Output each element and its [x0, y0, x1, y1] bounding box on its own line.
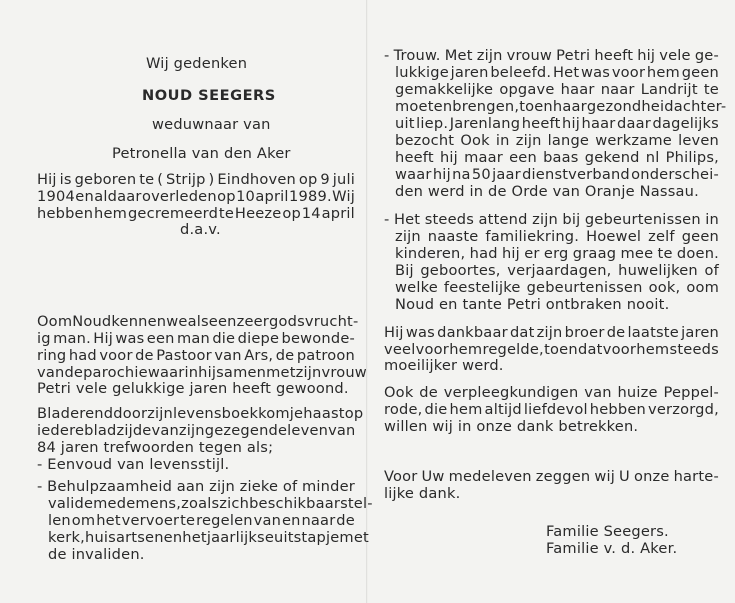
word: gecremeerd: [127, 205, 219, 222]
spouse-name: Petronella van den Aker: [112, 145, 291, 162]
word: april: [255, 188, 289, 205]
word: laatste: [627, 324, 679, 341]
word: hij: [198, 364, 217, 381]
word: Met: [444, 47, 473, 64]
word: dat: [509, 324, 535, 341]
word: man.: [53, 330, 91, 347]
word: van: [37, 364, 65, 381]
word: bladzijde: [84, 422, 152, 439]
word: hem: [449, 341, 483, 358]
para2-line: [37, 422, 355, 439]
word: hij: [562, 115, 581, 132]
word: 1904: [37, 188, 75, 205]
word: oom: [686, 279, 719, 296]
word: en: [163, 529, 183, 546]
word: mee: [620, 245, 654, 262]
word: waar: [395, 166, 432, 183]
word: zijn: [178, 422, 205, 439]
word: gezegende: [204, 422, 288, 439]
para3-line: [384, 341, 719, 358]
word: en: [281, 512, 301, 529]
word: Trouw.: [393, 47, 441, 64]
word: Het: [393, 211, 421, 228]
word: levensboek: [172, 405, 259, 422]
list-item-family: [384, 211, 719, 228]
signature-seegers: Familie Seegers.: [546, 523, 669, 540]
word: jaar: [492, 166, 521, 183]
word: broer: [564, 324, 605, 341]
word: van: [214, 347, 242, 364]
center-fold: [366, 0, 368, 603]
word: de: [419, 384, 438, 401]
word: parochie: [83, 364, 148, 381]
list-item-loyalty: den werd in de Orde van Oranje Nassau.: [395, 183, 699, 200]
word: zeer: [236, 313, 270, 330]
word: Landrijt: [640, 81, 698, 98]
word: zelf: [648, 228, 675, 245]
word: beschikbaar: [249, 495, 341, 512]
word: baas: [543, 149, 579, 166]
word: haar: [581, 115, 616, 132]
word: geen: [681, 64, 719, 81]
para3-line: [384, 324, 719, 341]
word: op: [217, 188, 236, 205]
word: vrouw: [321, 364, 367, 381]
word: de: [135, 347, 154, 364]
word: Heeze: [234, 205, 282, 222]
word: naaste: [427, 228, 479, 245]
word: Het: [552, 64, 580, 81]
word: toen: [544, 341, 578, 358]
word: moeten: [395, 98, 453, 115]
word: gebeurtenissen: [526, 279, 643, 296]
word: jaren: [681, 324, 719, 341]
word: toen: [519, 98, 553, 115]
word: rode,: [384, 401, 423, 418]
word: patroon: [296, 347, 355, 364]
list-item-helpfulness: [48, 529, 369, 546]
word: veel: [384, 341, 416, 358]
list-item-family: [395, 228, 719, 245]
word: de: [275, 347, 295, 364]
word: Oom: [37, 313, 73, 330]
word: regelen: [196, 512, 253, 529]
word: april: [321, 205, 355, 222]
word: was: [115, 330, 145, 347]
word: te: [703, 81, 719, 98]
word: onze: [633, 468, 670, 485]
word: huize: [617, 384, 658, 401]
word: je: [289, 405, 304, 422]
word: de: [336, 512, 355, 529]
word: Ook: [384, 384, 414, 401]
word: len: [48, 512, 71, 529]
word: vrouw: [506, 47, 553, 64]
word: bij: [562, 211, 581, 228]
word: in: [705, 211, 719, 228]
word: voor: [415, 341, 449, 358]
word: Philips,: [665, 149, 719, 166]
word: en: [75, 188, 94, 205]
word: 50: [471, 166, 491, 183]
word: op: [282, 205, 301, 222]
word: dienstverband: [522, 166, 630, 183]
word: die: [424, 401, 448, 418]
word: hij: [501, 245, 520, 262]
word: aldaar: [94, 188, 142, 205]
word: zijn: [147, 405, 173, 422]
word: juli: [332, 171, 355, 188]
word: Hij: [37, 171, 57, 188]
word: waarin: [147, 364, 199, 381]
word: man: [176, 330, 210, 347]
word: wij: [594, 468, 616, 485]
list-item-loyalty: [395, 166, 719, 183]
list-item-family: [395, 245, 719, 262]
word: gebeurtenissen: [584, 211, 701, 228]
word: voor: [611, 64, 646, 81]
word: kinderen,: [395, 245, 466, 262]
word: opgave: [499, 81, 555, 98]
word: nl: [645, 149, 660, 166]
word: medemens,: [93, 495, 182, 512]
word: minder: [301, 478, 355, 495]
word: Hij: [93, 330, 113, 347]
word: heeft: [594, 47, 634, 64]
word: zijn: [209, 478, 235, 495]
word: achter-: [673, 98, 727, 115]
para2-line: 84 jaren trefwoorden tegen als;: [37, 439, 274, 456]
word: harte-: [673, 468, 719, 485]
para1-line: [37, 330, 355, 347]
word: Hij: [384, 324, 404, 341]
word: Strijp: [166, 171, 206, 188]
word: te: [657, 245, 673, 262]
birth-line: d.a.v.: [180, 221, 221, 238]
word: daar: [617, 115, 651, 132]
word: brengen,: [452, 98, 520, 115]
word: had: [469, 245, 498, 262]
word: ig: [37, 330, 51, 347]
word: het: [182, 529, 207, 546]
thanks-line: lijke dank.: [384, 485, 461, 502]
list-item-loyalty: [395, 81, 719, 98]
list-item-helpfulness: de invaliden.: [48, 546, 145, 563]
word: had: [68, 347, 97, 364]
word: liefdevol: [523, 401, 588, 418]
word: of: [282, 478, 298, 495]
word: familiekring.: [485, 228, 580, 245]
word: leven: [678, 132, 719, 149]
word: Hoewel: [586, 228, 642, 245]
list-item-simplicity: - Eenvoud van levensstijl.: [37, 456, 230, 473]
word: vervoer: [121, 512, 180, 529]
word: geboren: [74, 171, 137, 188]
word: zieke: [239, 478, 279, 495]
word: Jarenlang: [449, 115, 521, 132]
word: als: [187, 313, 209, 330]
word: met: [266, 364, 296, 381]
word: hij: [432, 166, 451, 183]
word: huwelijken: [618, 262, 698, 279]
word: Peppel-: [663, 384, 719, 401]
word: ring: [37, 347, 67, 364]
word: Behulpzaamheid: [47, 478, 173, 495]
word: dagelijks: [652, 115, 719, 132]
word: kerk,: [48, 529, 85, 546]
word: uitstapje: [274, 529, 340, 546]
word: medeleven: [448, 468, 532, 485]
word: of: [704, 262, 719, 279]
word: leven: [287, 422, 329, 439]
word: zijn: [476, 47, 503, 64]
para3-line: moeilijker werd.: [384, 357, 504, 374]
word: geen: [681, 228, 719, 245]
word: zich: [219, 495, 250, 512]
word: van: [151, 422, 179, 439]
para1-line: [37, 313, 359, 330]
word: het: [96, 512, 121, 529]
word: Wij: [332, 188, 355, 205]
word: te: [139, 171, 155, 188]
word: bewonde-: [281, 330, 355, 347]
word: naar: [600, 81, 635, 98]
word: welke: [395, 279, 438, 296]
word: ): [208, 171, 215, 188]
word: zijn: [395, 228, 421, 245]
word: lukkige: [395, 64, 449, 81]
word: zoals: [181, 495, 220, 512]
word: Ook: [460, 132, 490, 149]
word: Petri: [556, 47, 591, 64]
word: iedere: [37, 422, 85, 439]
word: na: [452, 166, 471, 183]
word: 9: [320, 171, 330, 188]
word: lange: [547, 132, 590, 149]
word: zijn: [536, 324, 563, 341]
word: hem: [94, 205, 128, 222]
word: voor: [99, 347, 133, 364]
para1-line: [37, 364, 367, 381]
word: kennen: [111, 313, 167, 330]
word: hebben: [37, 205, 94, 222]
word: valide: [48, 495, 94, 512]
list-item-helpfulness: [37, 478, 355, 495]
word: haar: [552, 98, 587, 115]
list-item-loyalty: [395, 132, 719, 149]
word: Noud: [72, 313, 112, 330]
word: steeds: [669, 341, 719, 358]
word: gezondheid: [586, 98, 674, 115]
word: een: [509, 149, 537, 166]
word: was: [581, 64, 611, 81]
word: werkzame: [595, 132, 672, 149]
word: verjaardagen,: [507, 262, 612, 279]
word: Pastoor: [156, 347, 212, 364]
word: heeft: [521, 115, 561, 132]
word: haar: [560, 81, 595, 98]
word: zijn: [295, 364, 322, 381]
para1-line: Petri vele gelukkige jaren heeft gewoond.: [37, 380, 349, 397]
birth-line: [37, 171, 355, 188]
word: van: [253, 512, 282, 529]
word: op: [298, 171, 318, 188]
word: de: [64, 364, 84, 381]
word: ge-: [694, 47, 719, 64]
word: overleden: [141, 188, 217, 205]
word: hij: [637, 47, 656, 64]
word: met: [339, 529, 369, 546]
word: die: [212, 330, 236, 347]
word: op: [344, 405, 364, 422]
word: graag: [572, 245, 617, 262]
word: Voor: [384, 468, 418, 485]
word: liep.: [416, 115, 449, 132]
word: 14: [301, 205, 321, 222]
word: door: [113, 405, 148, 422]
word: een: [208, 313, 237, 330]
word: voor: [602, 341, 637, 358]
intro-remember: Wij gedenken: [146, 55, 248, 72]
word: (: [157, 171, 164, 188]
list-item-loyalty: [384, 47, 719, 64]
word: aan: [176, 478, 205, 495]
list-item-loyalty: [395, 98, 727, 115]
word: dankbaar: [437, 324, 508, 341]
list-item-family: Noud en tante Petri ontbraken nooit.: [395, 296, 670, 313]
word: haast: [303, 405, 345, 422]
word: -: [384, 47, 390, 64]
word: er: [524, 245, 540, 262]
word: hem: [449, 401, 483, 418]
word: van: [328, 422, 356, 439]
word: godsvrucht-: [269, 313, 359, 330]
word: bezocht: [395, 132, 455, 149]
word: doen.: [676, 245, 719, 262]
signature-aker: Familie v. d. Aker.: [546, 540, 678, 557]
list-item-family: [395, 279, 719, 296]
word: ook,: [648, 279, 681, 296]
word: te: [180, 512, 196, 529]
word: 1989.: [289, 188, 332, 205]
word: regelde,: [482, 341, 544, 358]
word: zeggen: [535, 468, 591, 485]
word: Uw: [421, 468, 445, 485]
word: stel-: [340, 495, 373, 512]
word: beleefd.: [490, 64, 552, 81]
thanks-line: [384, 468, 719, 485]
word: Bij: [395, 262, 414, 279]
word: hem: [636, 341, 670, 358]
word: feestelijke: [443, 279, 521, 296]
word: steeds: [424, 211, 475, 228]
birth-line: [37, 205, 355, 222]
word: te: [218, 205, 235, 222]
word: 10: [236, 188, 256, 205]
word: geboortes,: [420, 262, 501, 279]
word: -: [384, 211, 390, 228]
word: om: [71, 512, 96, 529]
word: hebben: [589, 401, 646, 418]
word: Eindhoven: [217, 171, 296, 188]
para4-line: willen wij in onze dank betrekken.: [384, 418, 639, 435]
list-item-helpfulness: [48, 495, 373, 512]
word: dat: [578, 341, 603, 358]
list-item-family: [395, 262, 719, 279]
word: gemakkelijke: [395, 81, 494, 98]
word: zijn: [515, 132, 542, 149]
word: uit: [395, 115, 415, 132]
para2-line: [37, 405, 364, 422]
word: was: [405, 324, 435, 341]
list-item-helpfulness: [48, 512, 355, 529]
word: maar: [464, 149, 503, 166]
birth-line: [37, 188, 355, 205]
word: Ars,: [244, 347, 274, 364]
word: attend: [478, 211, 528, 228]
word: onderschei-: [631, 166, 719, 183]
word: verzorgd,: [648, 401, 719, 418]
word: zijn: [532, 211, 558, 228]
word: vele: [659, 47, 691, 64]
list-item-loyalty: [395, 115, 719, 132]
word: verpleegkundigen: [443, 384, 579, 401]
deceased-name: NOUD SEEGERS: [142, 87, 276, 104]
word: hij: [439, 149, 458, 166]
word: in: [495, 132, 510, 149]
para4-line: [384, 384, 719, 401]
word: een: [146, 330, 175, 347]
word: hem: [646, 64, 680, 81]
word: de: [606, 324, 626, 341]
word: diepe: [237, 330, 280, 347]
list-item-loyalty: [395, 149, 719, 166]
word: naar: [301, 512, 336, 529]
intro-widower: weduwnaar van: [152, 116, 271, 133]
word: jaarlijkse: [206, 529, 274, 546]
word: Bladerend: [37, 405, 114, 422]
word: samen: [216, 364, 267, 381]
para4-line: [384, 401, 719, 418]
word: -: [37, 478, 43, 495]
word: gekend: [584, 149, 640, 166]
word: altijd: [484, 401, 522, 418]
word: huisartsen: [85, 529, 164, 546]
word: kom: [258, 405, 290, 422]
word: van: [584, 384, 612, 401]
word: is: [59, 171, 72, 188]
para1-line: [37, 347, 355, 364]
word: U: [619, 468, 630, 485]
word: erg: [543, 245, 569, 262]
word: jaren: [450, 64, 489, 81]
word: we: [166, 313, 188, 330]
word: heeft: [395, 149, 434, 166]
list-item-loyalty: [395, 64, 719, 81]
